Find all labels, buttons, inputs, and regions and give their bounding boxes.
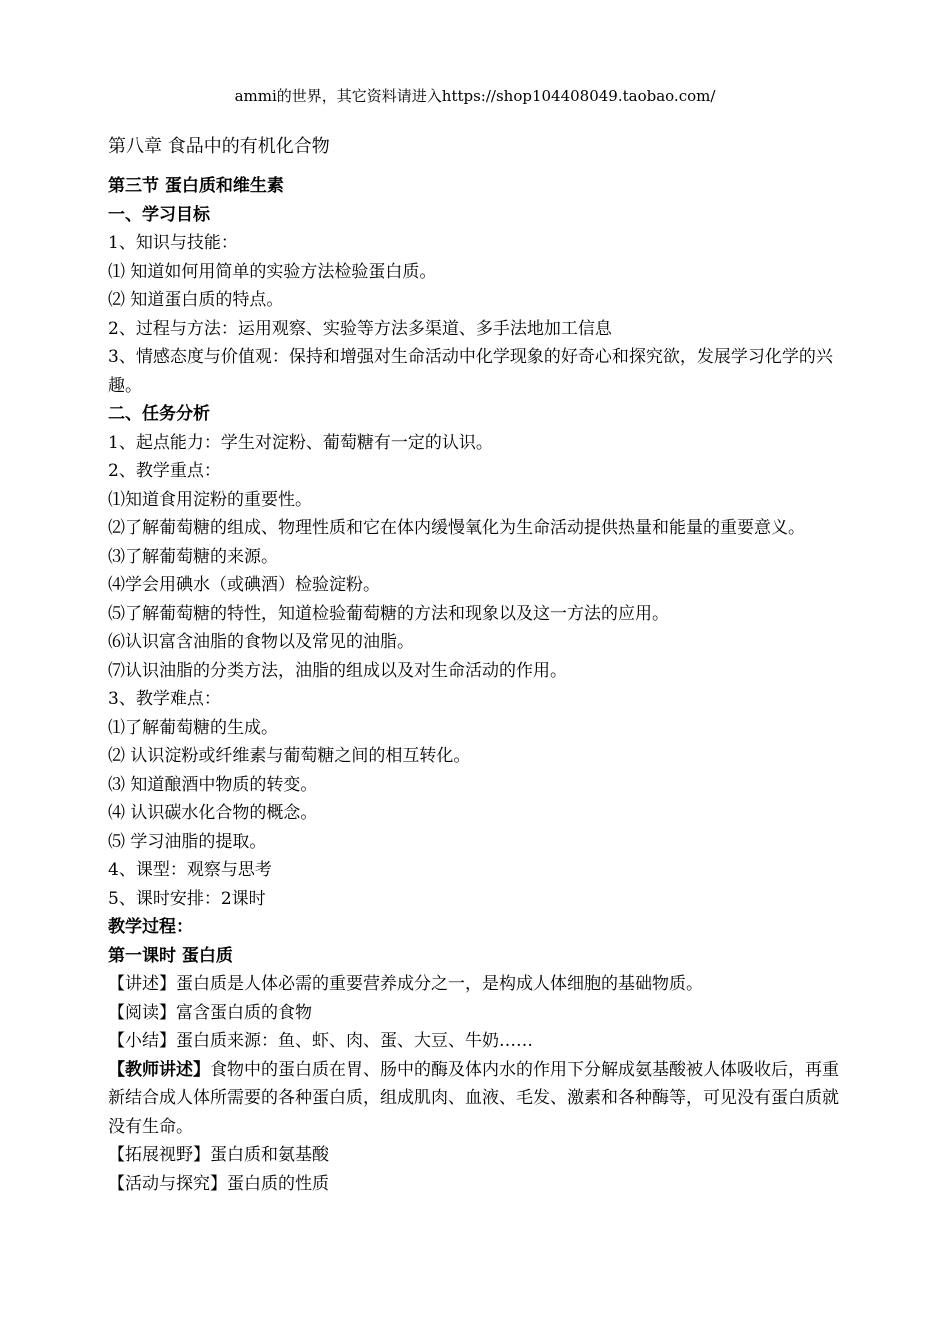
analysis-item: ⑶了解葡萄糖的来源。 [108, 546, 278, 567]
analysis-item: 3、教学难点： [108, 689, 221, 709]
entry-text: 蛋白质是人体必需的重要营养成分之一，是构成人体细胞的基础物质。 [176, 974, 703, 994]
goals-item: ⑵ 知道蛋白质的特点。 [108, 290, 284, 310]
entry-text: 蛋白质来源：鱼、虾、肉、蛋、大豆、牛奶…… [176, 1031, 533, 1051]
analysis-item: ⑴知道食用淀粉的重要性。 [108, 489, 312, 510]
lesson-title: 第一课时 蛋白质 [108, 945, 233, 966]
entry-text: 富含蛋白质的食物 [176, 1002, 312, 1023]
entry-text: 蛋白质的性质 [227, 1173, 329, 1194]
analysis-item: 5、课时安排：2课时 [108, 888, 266, 909]
process-entry [108, 1027, 843, 1056]
goals-item: 3、情感态度与价值观：保持和增强对生命活动中化学现象的好奇心和探究欲，发展学习化学的兴趣。 [108, 347, 833, 396]
analysis-item: 2、教学重点： [108, 461, 221, 481]
goals-item: ⑴ 知道如何用简单的实验方法检验蛋白质。 [108, 261, 437, 282]
goals-item: 2、过程与方法：运用观察、实验等方法多渠道、多手法地加工信息 [108, 318, 612, 339]
process-entry [108, 970, 843, 999]
analysis-item: ⑵了解葡萄糖的组成、物理性质和它在体内缓慢氧化为生命活动提供热量和能量的重要意义。 [108, 518, 805, 538]
entry-text: 蛋白质和氨基酸 [210, 1145, 329, 1165]
entry-tag: 【讲述】 [108, 974, 176, 994]
process-entry [108, 1170, 843, 1199]
entry-tag: 【阅读】 [108, 1002, 176, 1023]
analysis-item: ⑴了解葡萄糖的生成。 [108, 717, 278, 738]
section-title: 第三节 蛋白质和维生素 [108, 176, 284, 196]
analysis-item: 4、课型：观察与思考 [108, 860, 272, 880]
page-header: ammi的世界，其它资料请进入https://shop104408049.taobao.com/ [234, 87, 716, 105]
goals-item: 1、知识与技能： [108, 233, 238, 253]
process-entry [108, 999, 843, 1028]
analysis-item: ⑹认识富含油脂的食物以及常见的油脂。 [108, 632, 414, 652]
analysis-item: ⑷学会用碘水（或碘酒）检验淀粉。 [108, 575, 380, 595]
entry-tag: 【小结】 [108, 1031, 176, 1051]
chapter-title: 第八章 食品中的有机化合物 [108, 136, 330, 157]
analysis-item: ⑶ 知道酿酒中物质的转变。 [108, 774, 318, 795]
process-heading: 教学过程： [108, 917, 193, 937]
entry-text: 食物中的蛋白质在胃、肠中的酶及体内水的作用下分解成氨基酸被人体吸收后，再重新结合成人体所需要的各种蛋白质，组成肌肉、血液、毛发、激素和各种酶等，可见没有蛋白质就没有生命。 [108, 1059, 839, 1137]
goals-heading: 一、学习目标 [108, 204, 210, 225]
entry-tag: 【活动与探究】 [108, 1173, 227, 1194]
analysis-heading: 二、任务分析 [108, 404, 210, 424]
analysis-item: ⑺认识油脂的分类方法，油脂的组成以及对生命活动的作用。 [108, 660, 567, 681]
process-entry [108, 1141, 843, 1170]
analysis-item: ⑸了解葡萄糖的特性，知道检验葡萄糖的方法和现象以及这一方法的应用。 [108, 603, 669, 624]
analysis-item: ⑷ 认识碳水化合物的概念。 [108, 803, 318, 823]
analysis-item: ⑵ 认识淀粉或纤维素与葡萄糖之间的相互转化。 [108, 746, 471, 766]
analysis-item: 1、起点能力：学生对淀粉、葡萄糖有一定的认识。 [108, 432, 493, 453]
entry-tag: 【拓展视野】 [108, 1145, 210, 1165]
document-body [108, 172, 843, 1198]
process-entry [108, 1056, 843, 1142]
analysis-item: ⑸ 学习油脂的提取。 [108, 831, 267, 852]
entry-tag: 【教师讲述】 [108, 1059, 210, 1080]
